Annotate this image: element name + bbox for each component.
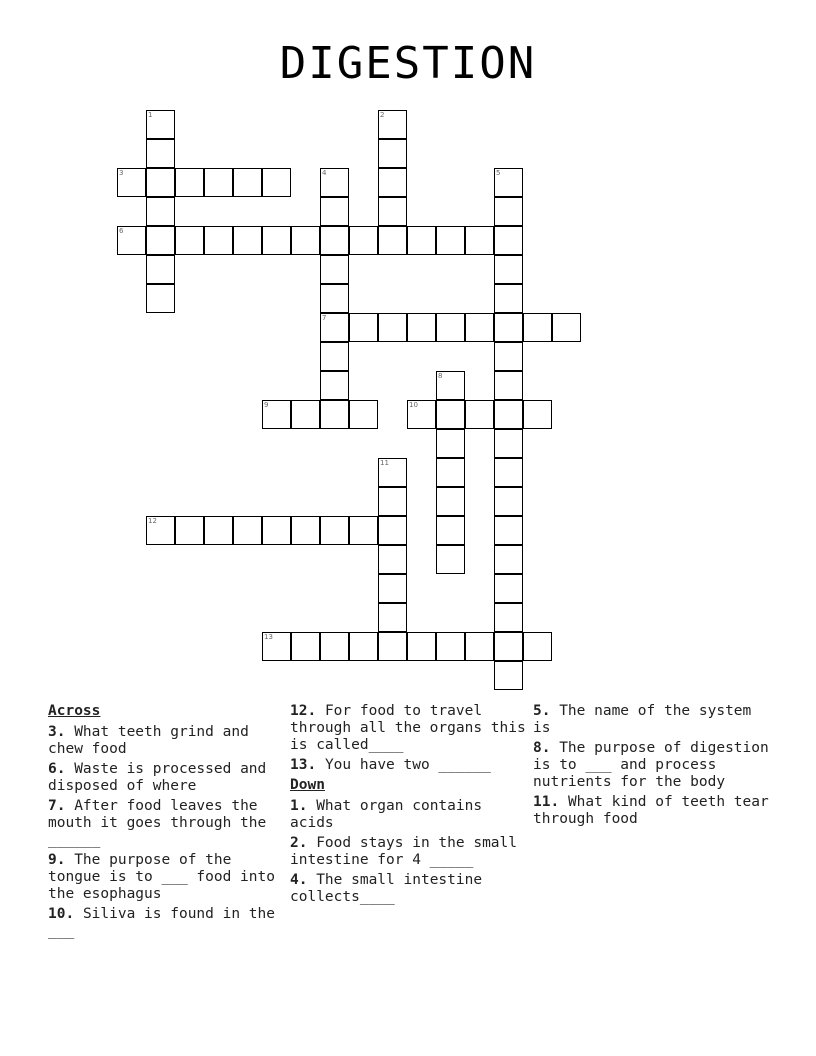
grid-cell[interactable] [320, 313, 349, 342]
clue-number: 9. [48, 852, 66, 868]
grid-cell[interactable] [204, 516, 233, 545]
clue-down-1 [290, 798, 528, 832]
clue-text: The purpose of digestion is to ___ and process nutrients for the body [533, 740, 769, 790]
grid-cell[interactable] [320, 371, 349, 400]
clue-number-label: 12 [148, 517, 157, 525]
grid-cell[interactable] [436, 371, 465, 400]
grid-cell[interactable] [494, 516, 523, 545]
grid-cell[interactable] [523, 313, 552, 342]
grid-cell[interactable] [291, 632, 320, 661]
grid-cell[interactable] [349, 632, 378, 661]
grid-cell[interactable] [378, 487, 407, 516]
grid-cell[interactable] [146, 139, 175, 168]
grid-cell[interactable] [523, 632, 552, 661]
grid-cell[interactable] [494, 661, 523, 690]
grid-cell[interactable] [320, 516, 349, 545]
grid-cell[interactable] [407, 313, 436, 342]
grid-cell[interactable] [494, 458, 523, 487]
clue-across-6 [48, 761, 286, 795]
grid-cell[interactable] [436, 313, 465, 342]
clue-text: The small intestine collects____ [290, 872, 483, 905]
grid-cell[interactable] [494, 574, 523, 603]
grid-cell[interactable] [146, 226, 175, 255]
grid-cell[interactable] [436, 429, 465, 458]
clue-number: 3. [48, 724, 66, 740]
clue-number-label: 9 [264, 401, 269, 409]
grid-cell[interactable] [262, 516, 291, 545]
grid-cell[interactable] [494, 226, 523, 255]
grid-cell[interactable] [320, 342, 349, 371]
grid-cell[interactable] [146, 168, 175, 197]
clue-number-label: 6 [119, 227, 124, 235]
grid-cell[interactable] [494, 429, 523, 458]
grid-cell[interactable] [320, 197, 349, 226]
grid-cell[interactable] [378, 139, 407, 168]
clue-across-10 [48, 906, 286, 940]
grid-cell[interactable] [378, 168, 407, 197]
grid-cell[interactable] [291, 516, 320, 545]
grid-cell[interactable] [465, 400, 494, 429]
grid-cell[interactable] [552, 313, 581, 342]
clue-across-13 [290, 757, 528, 774]
clues-column-2 [290, 703, 528, 909]
grid-cell[interactable] [262, 226, 291, 255]
clues-column-3 [533, 703, 771, 831]
grid-cell[interactable] [233, 168, 262, 197]
clue-down-4 [290, 872, 528, 906]
grid-cell[interactable] [436, 632, 465, 661]
grid-cell[interactable] [146, 284, 175, 313]
grid-cell[interactable] [291, 400, 320, 429]
grid-cell[interactable] [320, 255, 349, 284]
clue-text: What organ contains acids [290, 798, 483, 831]
clue-number: 6. [48, 761, 66, 777]
across-heading: Across [48, 703, 101, 719]
clues-column-1 [48, 703, 286, 943]
page-title: DIGESTION [279, 38, 537, 89]
grid-cell[interactable] [175, 516, 204, 545]
grid-cell[interactable] [465, 632, 494, 661]
clue-down-5 [533, 703, 771, 737]
grid-cell[interactable] [436, 487, 465, 516]
clue-number-label: 7 [322, 314, 327, 322]
grid-cell[interactable] [378, 545, 407, 574]
grid-cell[interactable] [146, 516, 175, 545]
clue-number: 4. [290, 872, 308, 888]
clue-number-label: 2 [380, 111, 385, 119]
clue-across-9 [48, 852, 286, 903]
grid-cell[interactable] [262, 168, 291, 197]
clue-number-label: 5 [496, 169, 501, 177]
grid-cell[interactable] [320, 400, 349, 429]
grid-cell[interactable] [465, 313, 494, 342]
clue-text: What kind of teeth tear through food [533, 794, 769, 827]
grid-cell[interactable] [436, 516, 465, 545]
grid-cell[interactable] [146, 110, 175, 139]
grid-cell[interactable] [378, 226, 407, 255]
clue-number-label: 8 [438, 372, 443, 380]
grid-cell[interactable] [146, 255, 175, 284]
grid-cell[interactable] [378, 632, 407, 661]
grid-cell[interactable] [378, 110, 407, 139]
grid-cell[interactable] [378, 603, 407, 632]
clue-number-label: 4 [322, 169, 327, 177]
clue-number: 13. [290, 757, 317, 773]
grid-cell[interactable] [494, 545, 523, 574]
clue-number-label: 13 [264, 633, 273, 641]
grid-cell[interactable] [349, 516, 378, 545]
grid-cell[interactable] [146, 197, 175, 226]
grid-cell[interactable] [494, 313, 523, 342]
clue-text: The name of the system is [533, 703, 752, 736]
clue-text: For food to travel through all the organs this is called____ [290, 703, 526, 753]
grid-cell[interactable] [465, 226, 494, 255]
grid-cell[interactable] [233, 226, 262, 255]
clue-number: 12. [290, 703, 317, 719]
grid-cell[interactable] [436, 545, 465, 574]
clue-number-label: 10 [409, 401, 418, 409]
grid-cell[interactable] [378, 458, 407, 487]
clue-text: The purpose of the tongue is to ___ food into the esophagus [48, 852, 275, 902]
grid-cell[interactable] [494, 632, 523, 661]
grid-cell[interactable] [378, 313, 407, 342]
grid-cell[interactable] [494, 168, 523, 197]
grid-cell[interactable] [436, 400, 465, 429]
grid-cell[interactable] [494, 197, 523, 226]
clue-number: 1. [290, 798, 308, 814]
grid-cell[interactable] [378, 574, 407, 603]
clue-number: 5. [533, 703, 551, 719]
clue-number: 8. [533, 740, 551, 756]
clue-number: 2. [290, 835, 308, 851]
grid-cell[interactable] [175, 226, 204, 255]
clue-down-2 [290, 835, 528, 869]
grid-cell[interactable] [494, 487, 523, 516]
grid-cell[interactable] [378, 516, 407, 545]
grid-cell[interactable] [494, 371, 523, 400]
grid-cell[interactable] [378, 197, 407, 226]
clue-number: 11. [533, 794, 560, 810]
clue-number: 7. [48, 798, 66, 814]
clue-down-11 [533, 794, 771, 828]
grid-cell[interactable] [349, 313, 378, 342]
clue-across-7 [48, 798, 286, 849]
clue-text: What teeth grind and chew food [48, 724, 249, 757]
grid-cell[interactable] [320, 632, 349, 661]
grid-cell[interactable] [349, 400, 378, 429]
grid-cell[interactable] [320, 226, 349, 255]
clue-text: Food stays in the small intestine for 4 _____ [290, 835, 517, 868]
grid-cell[interactable] [262, 632, 291, 661]
grid-cell[interactable] [436, 458, 465, 487]
grid-cell[interactable] [175, 168, 204, 197]
clue-number-label: 1 [148, 111, 153, 119]
clue-text: Waste is processed and disposed of where [48, 761, 267, 794]
clue-number-label: 11 [380, 459, 389, 467]
clue-text: Siliva is found in the ___ [48, 906, 275, 939]
grid-cell[interactable] [320, 284, 349, 313]
clue-number: 10. [48, 906, 75, 922]
grid-cell[interactable] [494, 284, 523, 313]
grid-cell[interactable] [494, 400, 523, 429]
grid-cell[interactable] [320, 168, 349, 197]
clue-across-12 [290, 703, 528, 754]
grid-cell[interactable] [204, 168, 233, 197]
grid-cell[interactable] [262, 400, 291, 429]
clue-down-8 [533, 740, 771, 791]
grid-cell[interactable] [291, 226, 320, 255]
grid-cell[interactable] [407, 226, 436, 255]
grid-cell[interactable] [523, 400, 552, 429]
grid-cell[interactable] [407, 400, 436, 429]
grid-cell[interactable] [436, 226, 465, 255]
grid-cell[interactable] [233, 516, 262, 545]
grid-cell[interactable] [407, 632, 436, 661]
clue-text: You have two ______ [324, 757, 491, 773]
clue-across-3 [48, 724, 286, 758]
clue-text: After food leaves the mouth it goes through the ______ [48, 798, 267, 848]
grid-cell[interactable] [494, 342, 523, 371]
grid-cell[interactable] [117, 168, 146, 197]
grid-cell[interactable] [494, 603, 523, 632]
clue-number-label: 3 [119, 169, 124, 177]
down-heading: Down [290, 777, 325, 793]
grid-cell[interactable] [117, 226, 146, 255]
grid-cell[interactable] [349, 226, 378, 255]
grid-cell[interactable] [494, 255, 523, 284]
grid-cell[interactable] [204, 226, 233, 255]
